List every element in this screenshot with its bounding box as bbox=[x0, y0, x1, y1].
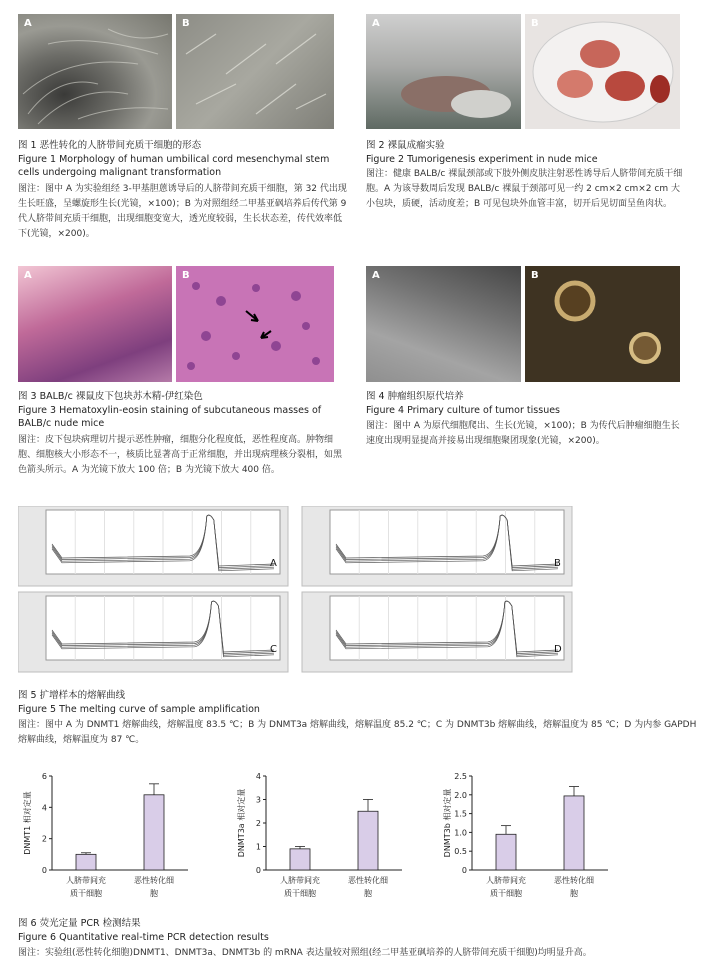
fig4-panel-a-label: A bbox=[372, 270, 380, 281]
fig3-panel-a-histology bbox=[18, 266, 172, 382]
fig2-panel-a-label: A bbox=[372, 18, 380, 29]
melting-curve-panel-c bbox=[18, 592, 288, 672]
y-tick-label: 0 bbox=[461, 866, 467, 875]
y-tick-label: 4 bbox=[41, 803, 47, 813]
fig1-panel-b-label: B bbox=[182, 18, 190, 29]
fig5-title-cn: 图 5 扩增样本的熔解曲线 bbox=[18, 690, 126, 701]
bar bbox=[76, 854, 96, 870]
fig5-note: 图注：图中 A 为 DNMT1 熔解曲线，熔解温度 83.5 ℃；B 为 DNMT3a 熔解曲线，熔解温度 85.2 ℃；C 为 DNMT3b 熔解曲线，熔解温度为 85 ℃；D 为内参 GAPDH 熔解曲线，熔解温度为 87 ℃。 bbox=[18, 720, 697, 745]
category-label: 恶性转化细 bbox=[348, 876, 388, 885]
fig3-title-cn: 图 3 BALB/c 裸鼠皮下包块苏木精-伊红染色 bbox=[18, 391, 203, 402]
fig6-note: 图注：实验组(恶性转化细胞)DNMT1、DNMT3a、DNMT3b 的 mRNA 表达量较对照组(经二甲基亚砜培养的人脐带间充质干细胞)均明显升高。 bbox=[18, 948, 592, 958]
y-tick-label: 2.0 bbox=[454, 790, 467, 800]
y-tick-label: 6 bbox=[41, 772, 47, 781]
y-tick-label: 2.5 bbox=[454, 772, 467, 781]
fig3-arrow-1 bbox=[246, 311, 258, 321]
fig2-panel-b-label: B bbox=[531, 18, 539, 29]
y-axis-label: DNMT1 相对定量 bbox=[23, 791, 32, 855]
fig1-panel-a-micrograph bbox=[18, 14, 172, 129]
fig1-title-en: Figure 1 Morphology of human umbilical cord mesenchymal stem cells undergoing malignant transformation bbox=[18, 154, 330, 178]
fig2-panel-b-photo bbox=[525, 14, 680, 129]
y-tick-label: 0.5 bbox=[454, 847, 467, 857]
y-tick-label: 2 bbox=[255, 819, 261, 828]
category-label: 质干细胞 bbox=[284, 889, 316, 898]
melting-curve-panel-b bbox=[302, 506, 572, 586]
y-axis-label: DNMT3b 相对定量 bbox=[443, 788, 452, 858]
melting-curve-label: C bbox=[270, 644, 277, 655]
fig4-title-cn: 图 4 肿瘤组织原代培养 bbox=[366, 391, 464, 402]
category-label: 胞 bbox=[364, 889, 372, 898]
bar-chart-2 bbox=[236, 772, 402, 898]
category-label: 胞 bbox=[570, 889, 578, 898]
fig3-panel-b-label: B bbox=[182, 270, 190, 281]
category-label: 胞 bbox=[150, 889, 158, 898]
fig2-title-cn: 图 2 裸鼠成瘤实验 bbox=[366, 140, 445, 151]
bar-chart-1 bbox=[22, 772, 188, 898]
bar bbox=[144, 795, 164, 870]
bar bbox=[496, 834, 516, 870]
category-label: 人脐带间充 bbox=[66, 876, 106, 885]
melting-curve-panel-d bbox=[302, 592, 572, 672]
category-label: 恶性转化细 bbox=[554, 876, 594, 885]
fig6-title-en: Figure 6 Quantitative real-time PCR detection results bbox=[18, 932, 269, 943]
fig4-panel-a-micrograph bbox=[366, 266, 521, 382]
fig1-title-cn: 图 1 恶性转化的人脐带间充质干细胞的形态 bbox=[18, 140, 202, 151]
bar bbox=[358, 811, 378, 870]
fig5-melting-curves bbox=[18, 506, 578, 674]
melting-curve-label: A bbox=[270, 558, 277, 569]
fig2-panel-a-photo bbox=[366, 14, 521, 129]
y-tick-label: 4 bbox=[255, 772, 261, 781]
fig3-arrow-2 bbox=[261, 331, 271, 338]
fig4-note: 图注：图中 A 为原代细胞爬出、生长(光镜，×100)；B 为传代后肿瘤细胞生长速度出现明显提高并接易出现细胞聚团现象(光镜，×200)。 bbox=[366, 421, 680, 446]
category-label: 质干细胞 bbox=[490, 889, 522, 898]
y-tick-label: 1.0 bbox=[454, 828, 467, 838]
melting-curve-label: B bbox=[554, 558, 561, 569]
y-tick-label: 2 bbox=[41, 834, 47, 844]
melting-curve-panel-a bbox=[18, 506, 288, 586]
fig3-note: 图注：皮下包块病理切片提示恶性肿瘤，细胞分化程度低，恶性程度高。肿物细胞、细胞核大小形态不一，核质比显著高于正常细胞，并出现病理核分裂相，如黑色箭头所示。A 为光镜下放大 100 倍；B 为光镜下放大 400 倍。 bbox=[18, 435, 343, 475]
fig3-panel-a-label: A bbox=[24, 270, 32, 281]
fig6-title-cn: 图 6 荧光定量 PCR 检测结果 bbox=[18, 918, 141, 929]
fig3-title-en: Figure 3 Hematoxylin-eosin staining of subcutaneous masses of BALB/c nude mice bbox=[18, 405, 322, 429]
y-tick-label: 3 bbox=[255, 795, 261, 805]
y-tick-label: 1.5 bbox=[454, 809, 467, 819]
category-label: 恶性转化细 bbox=[134, 876, 174, 885]
fig2-title-en: Figure 2 Tumorigenesis experiment in nude mice bbox=[366, 154, 598, 165]
fig4-title-en: Figure 4 Primary culture of tumor tissues bbox=[366, 405, 561, 416]
y-tick-label: 1 bbox=[255, 842, 261, 852]
melting-curve-label: D bbox=[554, 644, 562, 655]
fig3-panel-b-histology bbox=[176, 266, 334, 382]
fig6-bar-charts bbox=[18, 768, 698, 908]
bar bbox=[564, 796, 584, 870]
bar-chart-3 bbox=[442, 772, 608, 898]
fig4-panel-b-label: B bbox=[531, 270, 539, 281]
category-label: 人脐带间充 bbox=[486, 876, 526, 885]
fig1-panel-b-micrograph bbox=[176, 14, 334, 129]
y-tick-label: 0 bbox=[41, 866, 47, 875]
fig1-note: 图注：图中 A 为实验组经 3-甲基胆蒽诱导后的人脐带间充质干细胞，第 32 代出现生长旺盛，呈螺旋形生长(光镜，×100)；B 为对照组经二甲基亚砜培养后传代第 9 代人脐带间充质干细胞，出现细胞变宽大，透光度较弱，生长状态差，传代效率低下(光镜，×200)。 bbox=[18, 184, 347, 239]
fig2-note: 图注：健康 BALB/c 裸鼠颈部或下肢外侧皮肤注射恶性诱导后人脐带间充质干细胞。A 为该导数周后发现 BALB/c 裸鼠于颈部可见一约 2 cm×2 cm×2 cm 大小包块，质硬，活动度差；B 可见包块外血管丰富，切开后见切面呈鱼肉状。 bbox=[366, 169, 683, 209]
fig4-panel-b-micrograph bbox=[525, 266, 680, 382]
y-axis-label: DNMT3a 相对定量 bbox=[237, 788, 246, 858]
category-label: 质干细胞 bbox=[70, 889, 102, 898]
y-tick-label: 0 bbox=[255, 866, 261, 875]
fig5-title-en: Figure 5 The melting curve of sample amplification bbox=[18, 704, 260, 715]
bar bbox=[290, 849, 310, 870]
category-label: 人脐带间充 bbox=[280, 876, 320, 885]
fig1-panel-a-label: A bbox=[24, 18, 32, 29]
